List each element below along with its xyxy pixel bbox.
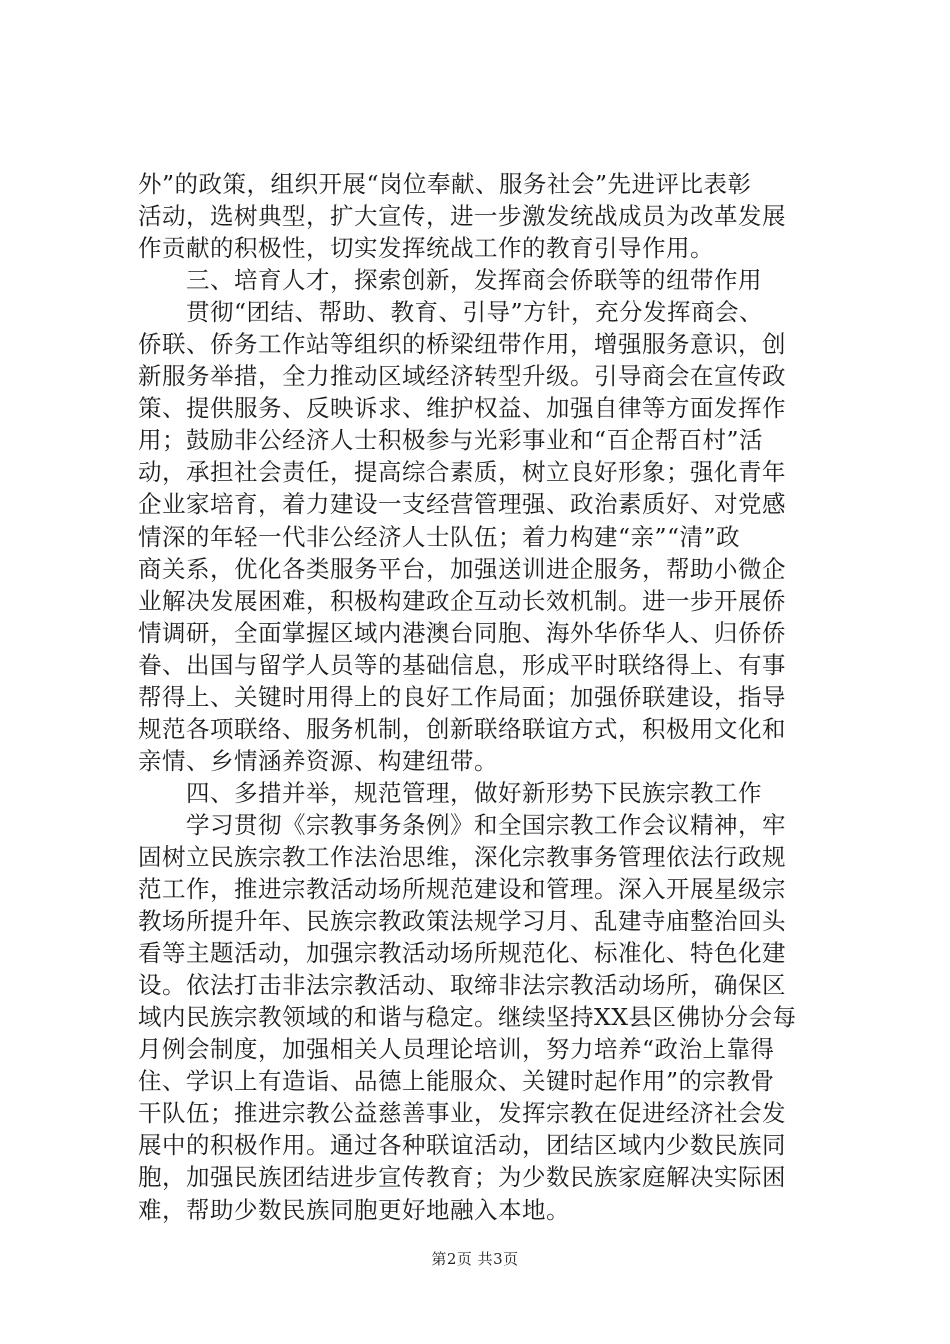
text-line: 难，帮助少数民族同胞更好地融入本地。 [138,1195,570,1224]
text-line: 住、学识上有造诣、品德上能服众、关键时起作用”的宗教骨 [138,1067,775,1096]
page-footer [0,1248,950,1269]
text-line: 企业家培育，着力建设一支经营管理强、政治素质好、对党感 [138,490,786,519]
text-line: 干队伍；推进宗教公益慈善事业，发挥宗教在促进经济社会发 [138,1099,786,1128]
text-line: 作贡献的积极性，切实发挥统战工作的教育引导作用。 [138,234,714,263]
text-line: 动，承担社会责任，提高综合素质，树立良好形象；强化青年 [138,458,786,487]
section-heading: 三、培育人才，探索创新，发挥商会侨联等的纽带作用 [138,266,762,295]
text-line: 教场所提升年、民族宗教政策法规学习月、乱建寺庙整治回头 [138,907,786,936]
text-line: 胞，加强民族团结进步宣传教育；为少数民族家庭解决实际困 [138,1163,786,1192]
text-line: 活动，选树典型，扩大宣传，进一步激发统战成员为改革发展 [138,202,786,231]
text-line: 眷、出国与留学人员等的基础信息，形成平时联络得上、有事 [138,650,786,679]
text-line: 情调研，全面掌握区域内港澳台同胞、海外华侨华人、归侨侨 [138,618,786,647]
text-line: 固树立民族宗教工作法治思维，深化宗教事务管理依法行政规 [138,842,786,871]
text-line: 情深的年轻一代非公经济人士队伍；着力构建“亲”“清”政 [138,522,741,551]
text-line: 侨联、侨务工作站等组织的桥梁纽带作用，增强服务意识，创 [138,330,786,359]
text-line: 看等主题活动，加强宗教活动场所规范化、标准化、特色化建 [138,939,786,968]
text-line: 外”的政策，组织开展“岗位奉献、服务社会”先进评比表彰 [138,170,752,198]
document-body [138,168,818,1226]
text-line: 亲情、乡情涵养资源、构建纽带。 [138,746,498,775]
text-line: 设。依法打击非法宗教活动、取缔非法宗教活动场所，确保区 [138,971,786,1000]
text-line: 规范各项联络、服务机制，创新联络联谊方式，积极用文化和 [138,714,786,743]
text-line: 学习贯彻《宗教事务条例》和全国宗教工作会议精神，牢 [138,810,786,839]
page-number-label: 第2页 共3页 [431,1250,519,1268]
text-line: 商关系，优化各类服务平台，加强送训进企服务，帮助小微企 [138,554,786,583]
text-line: 策、提供服务、反映诉求、维护权益、加强自律等方面发挥作 [138,394,786,423]
text-line: 用；鼓励非公经济人士积极参与光彩事业和“百企帮百村”活 [138,426,764,455]
text-line: 帮得上、关键时用得上的良好工作局面；加强侨联建设，指导 [138,682,786,711]
text-line: 新服务举措，全力推动区域经济转型升级。引导商会在宣传政 [138,362,786,391]
text-line: 贯彻“团结、帮助、教育、引导”方针，充分发挥商会、 [138,298,764,327]
text-line: 展中的积极作用。通过各种联谊活动，团结区域内少数民族同 [138,1131,786,1160]
text-line: 业解决发展困难，积极构建政企互动长效机制。进一步开展侨 [138,586,786,615]
text-line: 月例会制度，加强相关人员理论培训，努力培养“政治上靠得 [138,1035,775,1064]
section-heading: 四、多措并举，规范管理，做好新形势下民族宗教工作 [138,778,762,807]
text-line: 范工作，推进宗教活动场所规范建设和管理。深入开展星级宗 [138,875,786,904]
text-line: 域内民族宗教领域的和谐与稳定。继续坚持XX县区佛协分会每 [138,1003,797,1032]
